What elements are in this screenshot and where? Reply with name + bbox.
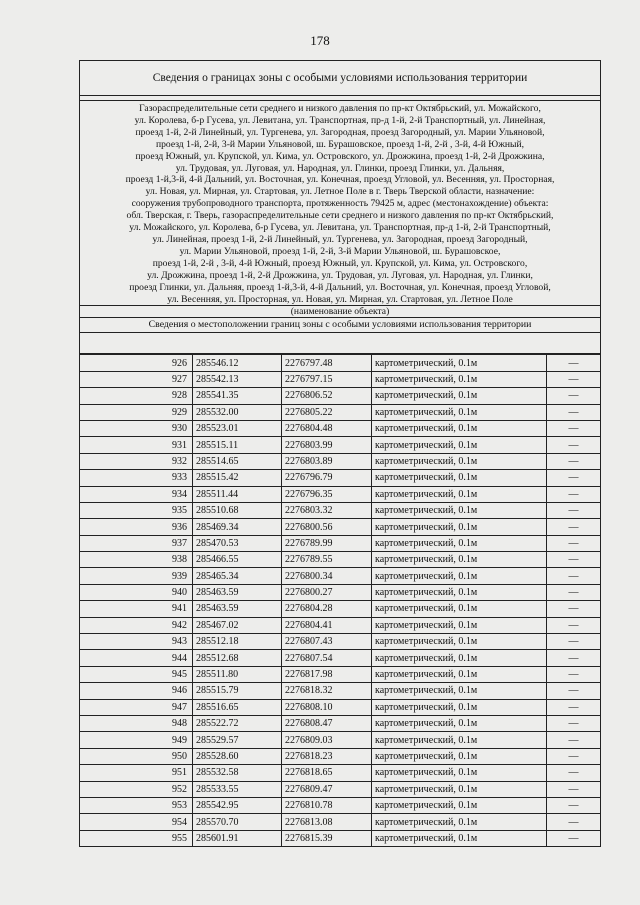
y-coordinate-cell: 2276796.79 xyxy=(282,470,372,486)
point-number-cell: 946 xyxy=(80,683,193,699)
y-coordinate-cell: 2276800.34 xyxy=(282,568,372,584)
x-coordinate-cell: 285511.44 xyxy=(193,486,282,502)
table-row xyxy=(80,404,600,420)
method-cell: картометрический, 0.1м xyxy=(372,371,547,387)
y-coordinate-cell: 2276810.78 xyxy=(282,797,372,813)
point-number-cell: 936 xyxy=(80,519,193,535)
note-cell: — xyxy=(547,584,601,600)
spacer xyxy=(80,333,600,354)
x-coordinate-cell: 285463.59 xyxy=(193,584,282,600)
x-coordinate-cell: 285463.59 xyxy=(193,601,282,617)
table-row xyxy=(80,699,600,715)
point-number-cell: 927 xyxy=(80,371,193,387)
note-cell: — xyxy=(547,437,601,453)
point-number-cell: 944 xyxy=(80,650,193,666)
x-coordinate-cell: 285512.18 xyxy=(193,634,282,650)
table-row xyxy=(80,568,600,584)
note-cell: — xyxy=(547,601,601,617)
coordinates-table xyxy=(80,354,600,846)
method-cell: картометрический, 0.1м xyxy=(372,781,547,797)
point-number-cell: 940 xyxy=(80,584,193,600)
object-description-line: проезд 1-й, 2-й , 3-й, 4-й Южный, проезд Южный, ул. Крупской, ул. Кима, ул. Островского, xyxy=(152,257,528,269)
method-cell: картометрический, 0.1м xyxy=(372,634,547,650)
section-title: Сведения о местоположении границ зоны с особыми условиями использования территории xyxy=(80,318,600,333)
method-cell: картометрический, 0.1м xyxy=(372,355,547,371)
note-cell: — xyxy=(547,420,601,436)
x-coordinate-cell: 285601.91 xyxy=(193,830,282,846)
table-row xyxy=(80,732,600,748)
y-coordinate-cell: 2276789.99 xyxy=(282,535,372,551)
object-description-line: проезд Глинки, ул. Дальняя, проезд 1-й,3-й, 4-й Дальний, ул. Восточная, ул. Конечная, проезд Угловой, xyxy=(129,281,551,293)
point-number-cell: 937 xyxy=(80,535,193,551)
method-cell: картометрический, 0.1м xyxy=(372,437,547,453)
y-coordinate-cell: 2276808.10 xyxy=(282,699,372,715)
x-coordinate-cell: 285541.35 xyxy=(193,388,282,404)
note-cell: — xyxy=(547,765,601,781)
point-number-cell: 949 xyxy=(80,732,193,748)
note-cell: — xyxy=(547,388,601,404)
note-cell: — xyxy=(547,486,601,502)
page-number: 178 xyxy=(310,33,330,48)
x-coordinate-cell: 285469.34 xyxy=(193,519,282,535)
x-coordinate-cell: 285515.79 xyxy=(193,683,282,699)
note-cell: — xyxy=(547,634,601,650)
method-cell: картометрический, 0.1м xyxy=(372,830,547,846)
table-row xyxy=(80,535,600,551)
point-number-cell: 955 xyxy=(80,830,193,846)
object-description-line: ул. Трудовая, ул. Луговая, ул. Народная, ул. Глинки, проезд Глинки, ул. Дальняя, xyxy=(175,162,505,174)
note-cell: — xyxy=(547,568,601,584)
point-number-cell: 935 xyxy=(80,502,193,518)
zone-boundaries-form xyxy=(79,60,601,847)
method-cell: картометрический, 0.1м xyxy=(372,502,547,518)
method-cell: картометрический, 0.1м xyxy=(372,470,547,486)
object-description-line: ул. Королева, б-р Гусева, ул. Левитана, ул. Транспортная, пр-д 1-й, 2-й Транспортный, ул. Линейная, xyxy=(134,114,546,126)
method-cell: картометрический, 0.1м xyxy=(372,814,547,830)
x-coordinate-cell: 285514.65 xyxy=(193,453,282,469)
note-cell: — xyxy=(547,617,601,633)
note-cell: — xyxy=(547,683,601,699)
x-coordinate-cell: 285533.55 xyxy=(193,781,282,797)
table-row xyxy=(80,830,600,846)
table-row xyxy=(80,453,600,469)
x-coordinate-cell: 285512.68 xyxy=(193,650,282,666)
table-row xyxy=(80,420,600,436)
x-coordinate-cell: 285546.12 xyxy=(193,355,282,371)
y-coordinate-cell: 2276805.22 xyxy=(282,404,372,420)
y-coordinate-cell: 2276813.08 xyxy=(282,814,372,830)
x-coordinate-cell: 285522.72 xyxy=(193,716,282,732)
object-description-line: ул. Можайского, ул. Королева, б-р Гусева, ул. Левитана, ул. Транспортная, пр-д 1-й, 2-й Транспортный, xyxy=(129,222,551,234)
point-number-cell: 954 xyxy=(80,814,193,830)
method-cell: картометрический, 0.1м xyxy=(372,748,547,764)
y-coordinate-cell: 2276806.52 xyxy=(282,388,372,404)
y-coordinate-cell: 2276815.39 xyxy=(282,830,372,846)
point-number-cell: 943 xyxy=(80,634,193,650)
point-number-cell: 948 xyxy=(80,716,193,732)
x-coordinate-cell: 285528.60 xyxy=(193,748,282,764)
x-coordinate-cell: 285466.55 xyxy=(193,552,282,568)
table-row xyxy=(80,716,600,732)
method-cell: картометрический, 0.1м xyxy=(372,420,547,436)
method-cell: картометрический, 0.1м xyxy=(372,650,547,666)
method-cell: картометрический, 0.1м xyxy=(372,716,547,732)
note-cell: — xyxy=(547,797,601,813)
y-coordinate-cell: 2276818.23 xyxy=(282,748,372,764)
y-coordinate-cell: 2276809.03 xyxy=(282,732,372,748)
y-coordinate-cell: 2276818.32 xyxy=(282,683,372,699)
table-row xyxy=(80,355,600,371)
point-number-cell: 930 xyxy=(80,420,193,436)
object-description-line: проезд 1-й,3-й, 4-й Дальний, ул. Восточная, ул. Конечная, проезд Угловой, ул. Весенняя, ул. Просторная, xyxy=(125,174,555,186)
y-coordinate-cell: 2276809.47 xyxy=(282,781,372,797)
table-row xyxy=(80,470,600,486)
table-row xyxy=(80,486,600,502)
y-coordinate-cell: 2276796.35 xyxy=(282,486,372,502)
table-row xyxy=(80,437,600,453)
point-number-cell: 952 xyxy=(80,781,193,797)
object-description xyxy=(80,101,600,305)
table-row xyxy=(80,650,600,666)
table-row xyxy=(80,814,600,830)
x-coordinate-cell: 285467.02 xyxy=(193,617,282,633)
table-row xyxy=(80,748,600,764)
method-cell: картометрический, 0.1м xyxy=(372,601,547,617)
table-row xyxy=(80,781,600,797)
point-number-cell: 953 xyxy=(80,797,193,813)
point-number-cell: 942 xyxy=(80,617,193,633)
table-row xyxy=(80,601,600,617)
y-coordinate-cell: 2276804.28 xyxy=(282,601,372,617)
y-coordinate-cell: 2276804.41 xyxy=(282,617,372,633)
x-coordinate-cell: 285570.70 xyxy=(193,814,282,830)
table-row xyxy=(80,584,600,600)
method-cell: картометрический, 0.1м xyxy=(372,519,547,535)
point-number-cell: 931 xyxy=(80,437,193,453)
object-description-line: Газораспределительные сети среднего и низкого давления по пр-кт Октябрьский, ул. Можайского, xyxy=(139,103,541,114)
table-row xyxy=(80,683,600,699)
method-cell: картометрический, 0.1м xyxy=(372,535,547,551)
point-number-cell: 934 xyxy=(80,486,193,502)
y-coordinate-cell: 2276800.27 xyxy=(282,584,372,600)
object-description-line: проезд 1-й, 2-й Линейный, ул. Тургенева, ул. Загородная, проезд Загородный, ул. Марии Ульяновой, xyxy=(135,126,545,138)
x-coordinate-cell: 285542.95 xyxy=(193,797,282,813)
y-coordinate-cell: 2276789.55 xyxy=(282,552,372,568)
point-number-cell: 939 xyxy=(80,568,193,584)
point-number-cell: 928 xyxy=(80,388,193,404)
method-cell: картометрический, 0.1м xyxy=(372,552,547,568)
x-coordinate-cell: 285515.42 xyxy=(193,470,282,486)
method-cell: картометрический, 0.1м xyxy=(372,568,547,584)
method-cell: картометрический, 0.1м xyxy=(372,683,547,699)
method-cell: картометрический, 0.1м xyxy=(372,486,547,502)
y-coordinate-cell: 2276817.98 xyxy=(282,666,372,682)
method-cell: картометрический, 0.1м xyxy=(372,732,547,748)
note-cell: — xyxy=(547,781,601,797)
method-cell: картометрический, 0.1м xyxy=(372,453,547,469)
y-coordinate-cell: 2276804.48 xyxy=(282,420,372,436)
x-coordinate-cell: 285465.34 xyxy=(193,568,282,584)
object-description-line: проезд Южный, ул. Крупской, ул. Кима, ул. Островского, ул. Дрожжина, проезд 1-й, 2-й Дрожжина, xyxy=(135,150,545,162)
note-cell: — xyxy=(547,404,601,420)
note-cell: — xyxy=(547,666,601,682)
x-coordinate-cell: 285529.57 xyxy=(193,732,282,748)
y-coordinate-cell: 2276807.43 xyxy=(282,634,372,650)
point-number-cell: 938 xyxy=(80,552,193,568)
x-coordinate-cell: 285542.13 xyxy=(193,371,282,387)
point-number-cell: 929 xyxy=(80,404,193,420)
y-coordinate-cell: 2276803.32 xyxy=(282,502,372,518)
object-description-line: ул. Дрожжина, проезд 1-й, 2-й Дрожжина, ул. Трудовая, ул. Луговая, ул. Народная, ул. Глинки, xyxy=(147,269,533,281)
method-cell: картометрический, 0.1м xyxy=(372,617,547,633)
note-cell: — xyxy=(547,699,601,715)
object-description-line: проезд 1-й, 2-й, 3-й Марии Ульяновой, ш. Бурашовское, проезд 1-й, 2-й , 3-й, 4-й Южный, xyxy=(155,138,525,150)
object-description-line: ул. Новая, ул. Мирная, ул. Стартовая, ул. Летное Поле в г. Тверь Тверской области, назначение: xyxy=(145,186,535,198)
table-row xyxy=(80,634,600,650)
method-cell: картометрический, 0.1м xyxy=(372,765,547,781)
method-cell: картометрический, 0.1м xyxy=(372,404,547,420)
note-cell: — xyxy=(547,535,601,551)
note-cell: — xyxy=(547,650,601,666)
point-number-cell: 945 xyxy=(80,666,193,682)
point-number-cell: 947 xyxy=(80,699,193,715)
note-cell: — xyxy=(547,453,601,469)
table-row xyxy=(80,502,600,518)
note-cell: — xyxy=(547,552,601,568)
table-row xyxy=(80,552,600,568)
x-coordinate-cell: 285532.58 xyxy=(193,765,282,781)
object-description-line: ул. Линейная, проезд 1-й, 2-й Линейный, ул. Тургенева, ул. Загородная, проезд Загородный, xyxy=(152,233,528,245)
x-coordinate-cell: 285523.01 xyxy=(193,420,282,436)
x-coordinate-cell: 285515.11 xyxy=(193,437,282,453)
table-row xyxy=(80,765,600,781)
note-cell: — xyxy=(547,470,601,486)
method-cell: картометрический, 0.1м xyxy=(372,666,547,682)
x-coordinate-cell: 285532.00 xyxy=(193,404,282,420)
note-cell: — xyxy=(547,814,601,830)
note-cell: — xyxy=(547,519,601,535)
x-coordinate-cell: 285510.68 xyxy=(193,502,282,518)
y-coordinate-cell: 2276803.99 xyxy=(282,437,372,453)
point-number-cell: 926 xyxy=(80,355,193,371)
object-description-line: ул. Весенняя, ул. Просторная, ул. Новая, ул. Мирная, ул. Стартовая, ул. Летное Поле xyxy=(167,293,513,305)
table-row xyxy=(80,519,600,535)
note-cell: — xyxy=(547,830,601,846)
method-cell: картометрический, 0.1м xyxy=(372,584,547,600)
y-coordinate-cell: 2276807.54 xyxy=(282,650,372,666)
y-coordinate-cell: 2276797.15 xyxy=(282,371,372,387)
point-number-cell: 950 xyxy=(80,748,193,764)
point-number-cell: 933 xyxy=(80,470,193,486)
note-cell: — xyxy=(547,355,601,371)
note-cell: — xyxy=(547,371,601,387)
object-caption: (наименование объекта) xyxy=(80,305,600,318)
method-cell: картометрический, 0.1м xyxy=(372,699,547,715)
point-number-cell: 941 xyxy=(80,601,193,617)
y-coordinate-cell: 2276808.47 xyxy=(282,716,372,732)
object-description-line: сооружения трубопроводного транспорта, протяженность 79425 м, адрес (местонахождение) объекта: xyxy=(131,198,549,210)
table-row xyxy=(80,666,600,682)
x-coordinate-cell: 285516.65 xyxy=(193,699,282,715)
table-row xyxy=(80,617,600,633)
x-coordinate-cell: 285511.80 xyxy=(193,666,282,682)
table-row xyxy=(80,797,600,813)
table-row xyxy=(80,371,600,387)
y-coordinate-cell: 2276800.56 xyxy=(282,519,372,535)
x-coordinate-cell: 285470.53 xyxy=(193,535,282,551)
document-title: Сведения о границах зоны с особыми условиями использования территории xyxy=(80,61,600,96)
table-row xyxy=(80,388,600,404)
object-description-line: обл. Тверская, г. Тверь, газораспределительные сети среднего и низкого давления по пр-кт Октябрьский, xyxy=(126,210,554,222)
note-cell: — xyxy=(547,748,601,764)
note-cell: — xyxy=(547,502,601,518)
method-cell: картометрический, 0.1м xyxy=(372,797,547,813)
y-coordinate-cell: 2276797.48 xyxy=(282,355,372,371)
point-number-cell: 951 xyxy=(80,765,193,781)
method-cell: картометрический, 0.1м xyxy=(372,388,547,404)
y-coordinate-cell: 2276803.89 xyxy=(282,453,372,469)
point-number-cell: 932 xyxy=(80,453,193,469)
note-cell: — xyxy=(547,732,601,748)
note-cell: — xyxy=(547,716,601,732)
object-description-line: ул. Марии Ульяновой, проезд 1-й, 2-й, 3-й Марии Ульяновой, ш. Бурашовское, xyxy=(179,245,501,257)
y-coordinate-cell: 2276818.65 xyxy=(282,765,372,781)
